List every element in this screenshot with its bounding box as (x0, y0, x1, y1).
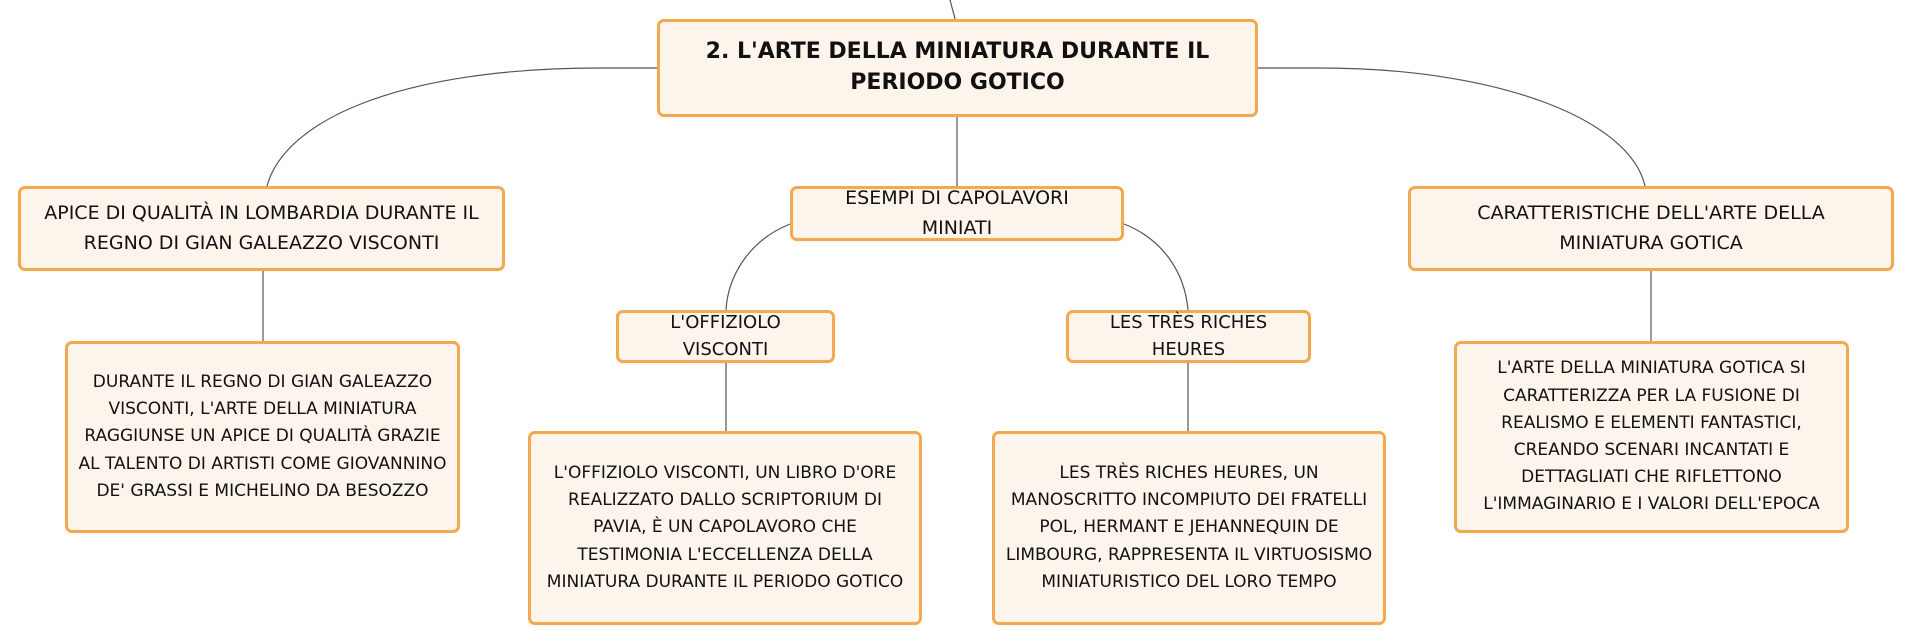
detail-apice-qualita[interactable] (65, 341, 460, 533)
root-topic-title: 2. L'ARTE DELLA MINIATURA DURANTE IL PERIODO GOTICO (705, 39, 1210, 95)
branch-esempi-capolavori[interactable] (790, 186, 1124, 241)
detail-offiziolo-visconti[interactable] (528, 431, 922, 625)
connector-parent-to-root (950, 0, 955, 19)
subtopic-tres-riches-heures[interactable] (1066, 310, 1311, 363)
detail-caratteristiche[interactable] (1454, 341, 1849, 533)
connector-root-to-branch-right (1258, 68, 1645, 186)
detail-apice-qualita-text: DURANTE IL REGNO DI GIAN GALEAZZO VISCONTI, L'ARTE DELLA MINIATURA RAGGIUNSE UN APICE DI QUALITÀ GRAZIE AL TALENTO DI ARTISTI COME GIOVANNINO DE' GRASSI E MICHELINO DA BESOZZO (78, 372, 447, 501)
detail-tres-riches-heures[interactable] (992, 431, 1386, 625)
branch-apice-qualita[interactable] (18, 186, 505, 271)
branch-esempi-capolavori-label: ESEMPI DI CAPOLAVORI MINIATI (845, 187, 1069, 239)
detail-offiziolo-visconti-text: L'OFFIZIOLO VISCONTI, UN LIBRO D'ORE REALIZZATO DALLO SCRIPTORIUM DI PAVIA, È UN CAPOLAVORO CHE TESTIMONIA L'ECCELLENZA DELLA MINIATURA DURANTE IL PERIODO GOTICO (546, 463, 904, 592)
detail-caratteristiche-text: L'ARTE DELLA MINIATURA GOTICA SI CARATTERIZZA PER LA FUSIONE DI REALISMO E ELEMENTI FANTASTICI, CREANDO SCENARI INCANTATI E DETTAGLIATI CHE RIFLETTONO L'IMMAGINARIO E I VALORI DELL'EPOCA (1483, 358, 1820, 515)
branch-apice-qualita-label: APICE DI QUALITÀ IN LOMBARDIA DURANTE IL REGNO DI GIAN GALEAZZO VISCONTI (44, 202, 479, 254)
connector-middle-to-offiziolo (726, 224, 790, 310)
branch-caratteristiche[interactable] (1408, 186, 1894, 271)
subtopic-offiziolo-visconti[interactable] (616, 310, 835, 363)
branch-caratteristiche-label: CARATTERISTICHE DELL'ARTE DELLA MINIATURA GOTICA (1477, 202, 1825, 254)
root-topic[interactable] (657, 19, 1258, 117)
subtopic-offiziolo-visconti-label: L'OFFIZIOLO VISCONTI (670, 312, 781, 360)
connector-middle-to-heures (1124, 224, 1188, 310)
subtopic-tres-riches-heures-label: LES TRÈS RICHES HEURES (1109, 312, 1268, 360)
detail-tres-riches-heures-text: LES TRÈS RICHES HEURES, UN MANOSCRITTO INCOMPIUTO DEI FRATELLI POL, HERMANT E JEHANNEQUIN DE LIMBOURG, RAPPRESENTA IL VIRTUOSISMO MINIATURISTICO DEL LORO TEMPO (1005, 463, 1373, 592)
connector-root-to-branch-left (267, 68, 657, 186)
